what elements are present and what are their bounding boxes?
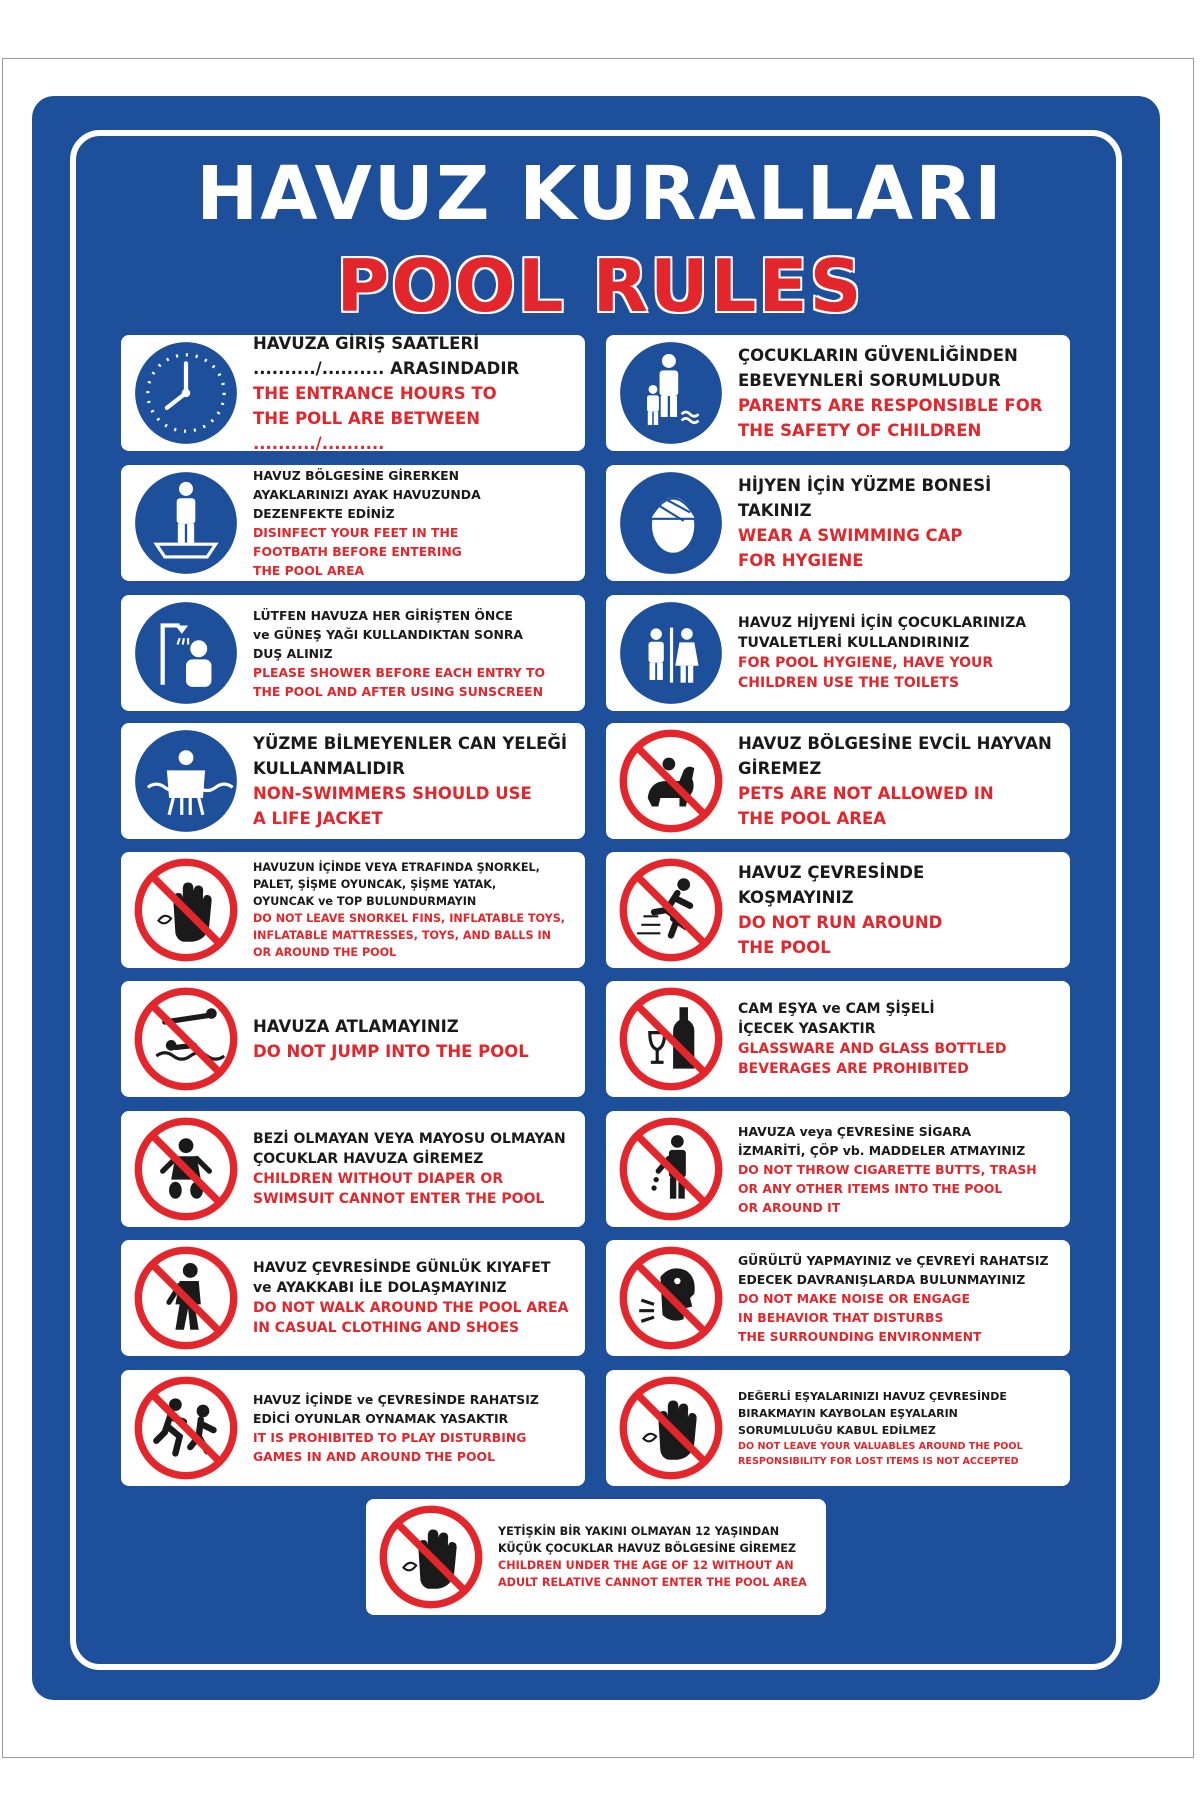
rule-text-turkish: HAVUZ ÇEVRESİNDE GÜNLÜK KIYAFET bbox=[253, 1260, 551, 1276]
rule-text bbox=[253, 1258, 573, 1338]
rule-text-turkish: HAVUZ BÖLGESİNE EVCİL HAYVAN bbox=[738, 734, 1052, 753]
rule-text-turkish: ........../.......... ARASINDADIR bbox=[253, 358, 520, 378]
rule-text-turkish: TAKINIZ bbox=[738, 501, 812, 520]
no-glass-icon bbox=[618, 986, 724, 1092]
rule-card bbox=[121, 465, 585, 581]
rule-card bbox=[606, 595, 1070, 711]
rule-text-english: DO NOT JUMP INTO THE POOL bbox=[253, 1042, 529, 1061]
no-diaper-child-icon bbox=[133, 1116, 239, 1222]
rule-text bbox=[738, 1251, 1058, 1346]
rule-card bbox=[121, 1240, 585, 1356]
rule-card bbox=[121, 1111, 585, 1227]
rule-text-turkish: EBEVEYNLERİ SORUMLUDUR bbox=[738, 371, 1001, 390]
rule-card bbox=[366, 1499, 826, 1615]
no-running-icon bbox=[618, 857, 724, 963]
rule-text bbox=[738, 860, 1058, 960]
rule-text-english: DO NOT THROW CIGARETTE BUTTS, TRASH bbox=[738, 1161, 1037, 1177]
rule-text-english: FOOTBATH BEFORE ENTERING bbox=[253, 544, 462, 559]
rule-text-turkish: LÜTFEN HAVUZA HER GİRİŞTEN ÖNCE bbox=[253, 607, 513, 623]
rule-card bbox=[121, 723, 585, 839]
rule-card bbox=[606, 1111, 1070, 1227]
rule-card bbox=[121, 981, 585, 1097]
rule-text-english: WEAR A SWIMMING CAP bbox=[738, 526, 963, 545]
rule-text-english: FOR HYGIENE bbox=[738, 551, 864, 570]
no-stop-hand-icon bbox=[133, 857, 239, 963]
swim-cap-icon bbox=[618, 470, 724, 576]
rule-text bbox=[498, 1523, 814, 1591]
rule-card bbox=[121, 1370, 585, 1486]
parent-child-icon bbox=[618, 340, 724, 446]
rule-card bbox=[606, 981, 1070, 1097]
rule-text-turkish: AYAKLARINIZI AYAK HAVUZUNDA bbox=[253, 487, 481, 502]
rule-text-turkish: EDİCİ OYUNLAR OYNAMAK YASAKTIR bbox=[253, 1411, 509, 1426]
rule-text-turkish: HAVUZA veya ÇEVRESİNE SİGARA bbox=[738, 1123, 972, 1139]
rule-text-english: BEVERAGES ARE PROHIBITED bbox=[738, 1061, 969, 1077]
rule-text-english: OR AROUND THE POOL bbox=[253, 946, 397, 959]
clock-icon bbox=[133, 340, 239, 446]
rule-card bbox=[121, 852, 585, 968]
rule-text-turkish: ve AYAKKABI İLE DOLAŞMAYINIZ bbox=[253, 1280, 507, 1296]
rule-text-turkish: HAVUZA GİRİŞ SAATLERİ bbox=[253, 333, 480, 353]
rule-text-english: GLASSWARE AND GLASS BOTTLED bbox=[738, 1041, 1007, 1057]
rule-card bbox=[606, 1240, 1070, 1356]
rule-text-turkish: GİREMEZ bbox=[738, 759, 822, 778]
rule-text bbox=[253, 1390, 573, 1466]
rule-text bbox=[253, 1014, 573, 1064]
rule-text-turkish: HAVUZ HİJYENİ İÇİN ÇOCUKLARINIZA bbox=[738, 615, 1027, 631]
rule-text-english: PETS ARE NOT ALLOWED IN bbox=[738, 784, 994, 803]
rule-text-turkish: HAVUZA ATLAMAYINIZ bbox=[253, 1017, 459, 1036]
toilet-icon bbox=[618, 600, 724, 706]
rule-text-turkish: SORUMLULUĞU KABUL EDİLMEZ bbox=[738, 1423, 936, 1437]
rule-text-english: THE POOL bbox=[738, 938, 831, 957]
rule-card bbox=[606, 852, 1070, 968]
rule-text-english: THE POOL AREA bbox=[253, 563, 365, 578]
rule-text bbox=[738, 473, 1058, 573]
rule-text bbox=[253, 606, 573, 701]
rule-card bbox=[121, 335, 585, 451]
no-stop-hand-icon bbox=[618, 1375, 724, 1481]
rule-text-english: GAMES IN AND AROUND THE POOL bbox=[253, 1449, 495, 1464]
rule-text-turkish: KOŞMAYINIZ bbox=[738, 888, 854, 907]
no-pets-icon bbox=[618, 728, 724, 834]
rule-text-turkish: ve GÜNEŞ YAĞI KULLANDIKTAN SONRA bbox=[253, 626, 523, 642]
title-english: POOL RULES bbox=[336, 244, 864, 328]
rule-text bbox=[738, 999, 1058, 1079]
rule-text bbox=[738, 613, 1058, 693]
rule-text-english: SWIMSUIT CANNOT ENTER THE POOL bbox=[253, 1191, 545, 1207]
rule-text-turkish: BEZİ OLMAYAN VEYA MAYOSU OLMAYAN bbox=[253, 1131, 566, 1147]
rule-text-english: DO NOT LEAVE YOUR VALUABLES AROUND THE POOL bbox=[738, 1440, 1023, 1452]
rule-text-turkish: OYUNCAK ve TOP BULUNDURMAYIN bbox=[253, 895, 477, 908]
rule-text-turkish: BIRAKMAYIN KAYBOLAN EŞYALARIN bbox=[738, 1406, 958, 1420]
rule-text-english: THE POOL AND AFTER USING SUNSCREEN bbox=[253, 683, 544, 699]
rule-text-english: A LIFE JACKET bbox=[253, 809, 383, 828]
rule-text bbox=[253, 466, 573, 580]
rule-text-turkish: HİJYEN İÇİN YÜZME BONESİ bbox=[738, 476, 992, 495]
rule-text bbox=[253, 731, 573, 831]
rule-text-turkish: TUVALETLERİ KULLANDIRINIZ bbox=[738, 635, 970, 651]
no-noise-icon bbox=[618, 1245, 724, 1351]
shower-icon bbox=[133, 600, 239, 706]
rule-text-english: OR ANY OTHER ITEMS INTO THE POOL bbox=[738, 1180, 1003, 1196]
rule-text-turkish: YETİŞKİN BİR YAKINI OLMAYAN 12 YAŞINDAN bbox=[498, 1525, 780, 1538]
rule-text-english: PARENTS ARE RESPONSIBLE FOR bbox=[738, 396, 1043, 415]
rule-text-turkish: İZMARİTİ, ÇÖP vb. MADDELER ATMAYINIZ bbox=[738, 1142, 1026, 1158]
rule-text-turkish: İÇECEK YASAKTIR bbox=[738, 1021, 876, 1037]
rule-text-english: DO NOT RUN AROUND bbox=[738, 913, 943, 932]
rule-text-english: NON-SWIMMERS SHOULD USE bbox=[253, 784, 532, 803]
rule-card bbox=[606, 723, 1070, 839]
rule-text-english: OR AROUND IT bbox=[738, 1199, 841, 1215]
rule-text-turkish: HAVUZ ÇEVRESİNDE bbox=[738, 863, 925, 882]
rule-card bbox=[606, 1370, 1070, 1486]
rule-text-english: INFLATABLE MATTRESSES, TOYS, AND BALLS IN bbox=[253, 929, 552, 942]
rule-text-turkish: ÇOCUKLAR HAVUZA GİREMEZ bbox=[253, 1151, 484, 1167]
rule-card bbox=[121, 595, 585, 711]
rule-text-english: DO NOT LEAVE SNORKEL FINS, INFLATABLE TOYS, bbox=[253, 912, 566, 925]
no-rough-play-icon bbox=[133, 1375, 239, 1481]
rule-text-english: IN BEHAVIOR THAT DISTURBS bbox=[738, 1309, 944, 1325]
life-jacket-icon bbox=[133, 728, 239, 834]
rule-text bbox=[253, 1129, 573, 1209]
rule-text bbox=[738, 731, 1058, 831]
rule-text-english: THE ENTRANCE HOURS TO bbox=[253, 383, 497, 403]
rule-text-english: THE SURROUNDING ENVIRONMENT bbox=[738, 1328, 982, 1344]
rule-text-turkish: KÜÇÜK ÇOCUKLAR HAVUZ BÖLGESİNE GİREMEZ bbox=[498, 1542, 797, 1555]
footbath-icon bbox=[133, 470, 239, 576]
rule-text-turkish: HAVUZ İÇİNDE ve ÇEVRESİNDE RAHATSIZ bbox=[253, 1392, 539, 1407]
rule-text bbox=[253, 331, 573, 456]
no-street-clothes-icon bbox=[133, 1245, 239, 1351]
rule-text-turkish: ÇOCUKLARIN GÜVENLİĞİNDEN bbox=[738, 346, 1018, 365]
rule-text-english: CHILDREN UNDER THE AGE OF 12 WITHOUT AN bbox=[498, 1559, 794, 1572]
rule-text-turkish: PALET, ŞİŞME OYUNCAK, ŞİŞME YATAK, bbox=[253, 878, 497, 891]
rule-text-english: THE POLL ARE BETWEEN bbox=[253, 408, 481, 428]
no-stop-hand-icon bbox=[378, 1504, 484, 1610]
rule-text-turkish: EDECEK DAVRANIŞLARDA BULUNMAYINIZ bbox=[738, 1271, 1026, 1287]
rule-text bbox=[738, 1122, 1058, 1217]
rule-card bbox=[606, 335, 1070, 451]
rule-text bbox=[738, 343, 1058, 443]
rule-text-turkish: KULLANMALIDIR bbox=[253, 759, 405, 778]
rule-text-english: CHILDREN USE THE TOILETS bbox=[738, 675, 960, 691]
rule-text-turkish: DEĞERLİ EŞYALARINIZI HAVUZ ÇEVRESİNDE bbox=[738, 1389, 1007, 1403]
rule-text-english: THE SAFETY OF CHILDREN bbox=[738, 421, 982, 440]
no-diving-icon bbox=[133, 986, 239, 1092]
rule-text-english: FOR POOL HYGIENE, HAVE YOUR bbox=[738, 655, 994, 671]
rule-card bbox=[606, 465, 1070, 581]
rule-text-turkish: YÜZME BİLMEYENLER CAN YELEĞİ bbox=[253, 734, 568, 753]
rule-text-english: IN CASUAL CLOTHING AND SHOES bbox=[253, 1320, 520, 1336]
title-turkish: HAVUZ KURALLARI bbox=[196, 151, 1004, 237]
rule-text-english: DO NOT WALK AROUND THE POOL AREA bbox=[253, 1300, 569, 1316]
rule-text-turkish: DEZENFEKTE EDİNİZ bbox=[253, 506, 395, 521]
rule-text bbox=[738, 1388, 1058, 1469]
rule-text-english: THE POOL AREA bbox=[738, 809, 887, 828]
rule-text-english: CHILDREN WITHOUT DIAPER OR bbox=[253, 1171, 504, 1187]
rule-text bbox=[253, 859, 573, 961]
rule-text-english: ........../.......... bbox=[253, 433, 385, 453]
rule-text-english: ADULT RELATIVE CANNOT ENTER THE POOL AREA bbox=[498, 1576, 807, 1589]
rule-text-turkish: CAM EŞYA ve CAM ŞİŞELİ bbox=[738, 1001, 935, 1017]
rule-text-english: PLEASE SHOWER BEFORE EACH ENTRY TO bbox=[253, 664, 546, 680]
rule-text-english: DO NOT MAKE NOISE OR ENGAGE bbox=[738, 1290, 970, 1306]
rule-text-turkish: GÜRÜLTÜ YAPMAYINIZ ve ÇEVREYİ RAHATSIZ bbox=[738, 1252, 1049, 1268]
rule-text-turkish: DUŞ ALINIZ bbox=[253, 645, 333, 661]
rule-text-english: RESPONSIBILITY FOR LOST ITEMS IS NOT ACCEPTED bbox=[738, 1455, 1019, 1467]
rule-text-turkish: HAVUZUN İÇİNDE VEYA ETRAFINDA ŞNORKEL, bbox=[253, 861, 540, 874]
no-littering-icon bbox=[618, 1116, 724, 1222]
rule-text-turkish: HAVUZ BÖLGESİNE GİRERKEN bbox=[253, 468, 460, 483]
rule-text-english: IT IS PROHIBITED TO PLAY DISTURBING bbox=[253, 1430, 527, 1445]
rule-text-english: DISINFECT YOUR FEET IN THE bbox=[253, 525, 459, 540]
